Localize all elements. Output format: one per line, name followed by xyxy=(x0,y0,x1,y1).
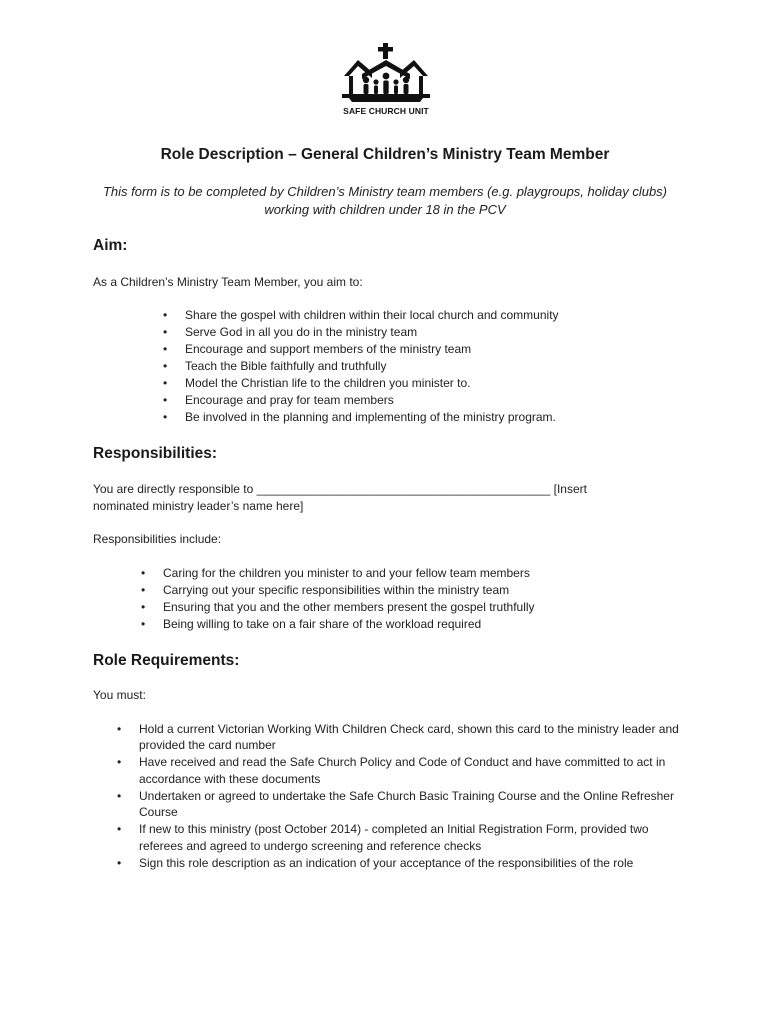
responsible-to-text: You are directly responsible to ____________________________________________ [Insert nominated ministry leader’s name here] xyxy=(93,482,587,513)
requirements-lead: You must: xyxy=(93,688,146,702)
list-item: • Caring for the children you minister to and your fellow team members xyxy=(141,565,701,582)
list-item: • Sign this role description as an indication of your acceptance of the responsibilities of the role xyxy=(117,855,687,871)
list-item: • Ensuring that you and the other members present the gospel truthfully xyxy=(141,599,701,616)
aim-list xyxy=(163,307,683,426)
church-family-logo-icon xyxy=(340,42,432,106)
page-title: Role Description – General Children’s Ministry Team Member xyxy=(160,146,610,163)
responsibilities-lead: Responsibilities include: xyxy=(93,532,222,546)
list-item: • Hold a current Victorian Working With Children Check card, shown this card to the ministry leader and provided the card number xyxy=(117,721,687,754)
list-item: • If new to this ministry (post October 2014) - completed an Initial Registration Form, provided two referees and agreed to undergo screening and reference checks xyxy=(117,821,687,854)
safe-church-logo xyxy=(340,42,432,118)
aim-lead: As a Children’s Ministry Team Member, you aim to: xyxy=(93,275,363,289)
list-item: • Model the Christian life to the children you minister to. xyxy=(163,375,683,392)
logo-text: SAFE CHURCH UNIT xyxy=(343,106,429,116)
responsibilities-list xyxy=(141,565,701,633)
list-item: • Encourage and pray for team members xyxy=(163,392,683,409)
list-item: • Have received and read the Safe Church Policy and Code of Conduct and have committed to act in accordance with these documents xyxy=(117,754,687,787)
list-item: • Be involved in the planning and implementing of the ministry program. xyxy=(163,409,683,426)
requirements-list xyxy=(117,721,687,872)
aim-heading: Aim: xyxy=(93,237,128,254)
list-item: • Undertaken or agreed to undertake the Safe Church Basic Training Course and the Online Refresher Course xyxy=(117,788,687,821)
responsibilities-heading: Responsibilities: xyxy=(93,445,218,462)
list-item: • Share the gospel with children within their local church and community xyxy=(163,307,683,324)
list-item: • Serve God in all you do in the ministry team xyxy=(163,324,683,341)
intro-text: This form is to be completed by Children’s Ministry team members (e.g. playgroups, holiday clubs) working with children under 18 in the PCV xyxy=(102,184,668,217)
list-item: • Being willing to take on a fair share of the workload required xyxy=(141,616,701,633)
list-item: • Teach the Bible faithfully and truthfully xyxy=(163,358,683,375)
list-item: • Encourage and support members of the ministry team xyxy=(163,341,683,358)
list-item: • Carrying out your specific responsibilities within the ministry team xyxy=(141,582,701,599)
requirements-heading: Role Requirements: xyxy=(93,652,240,669)
